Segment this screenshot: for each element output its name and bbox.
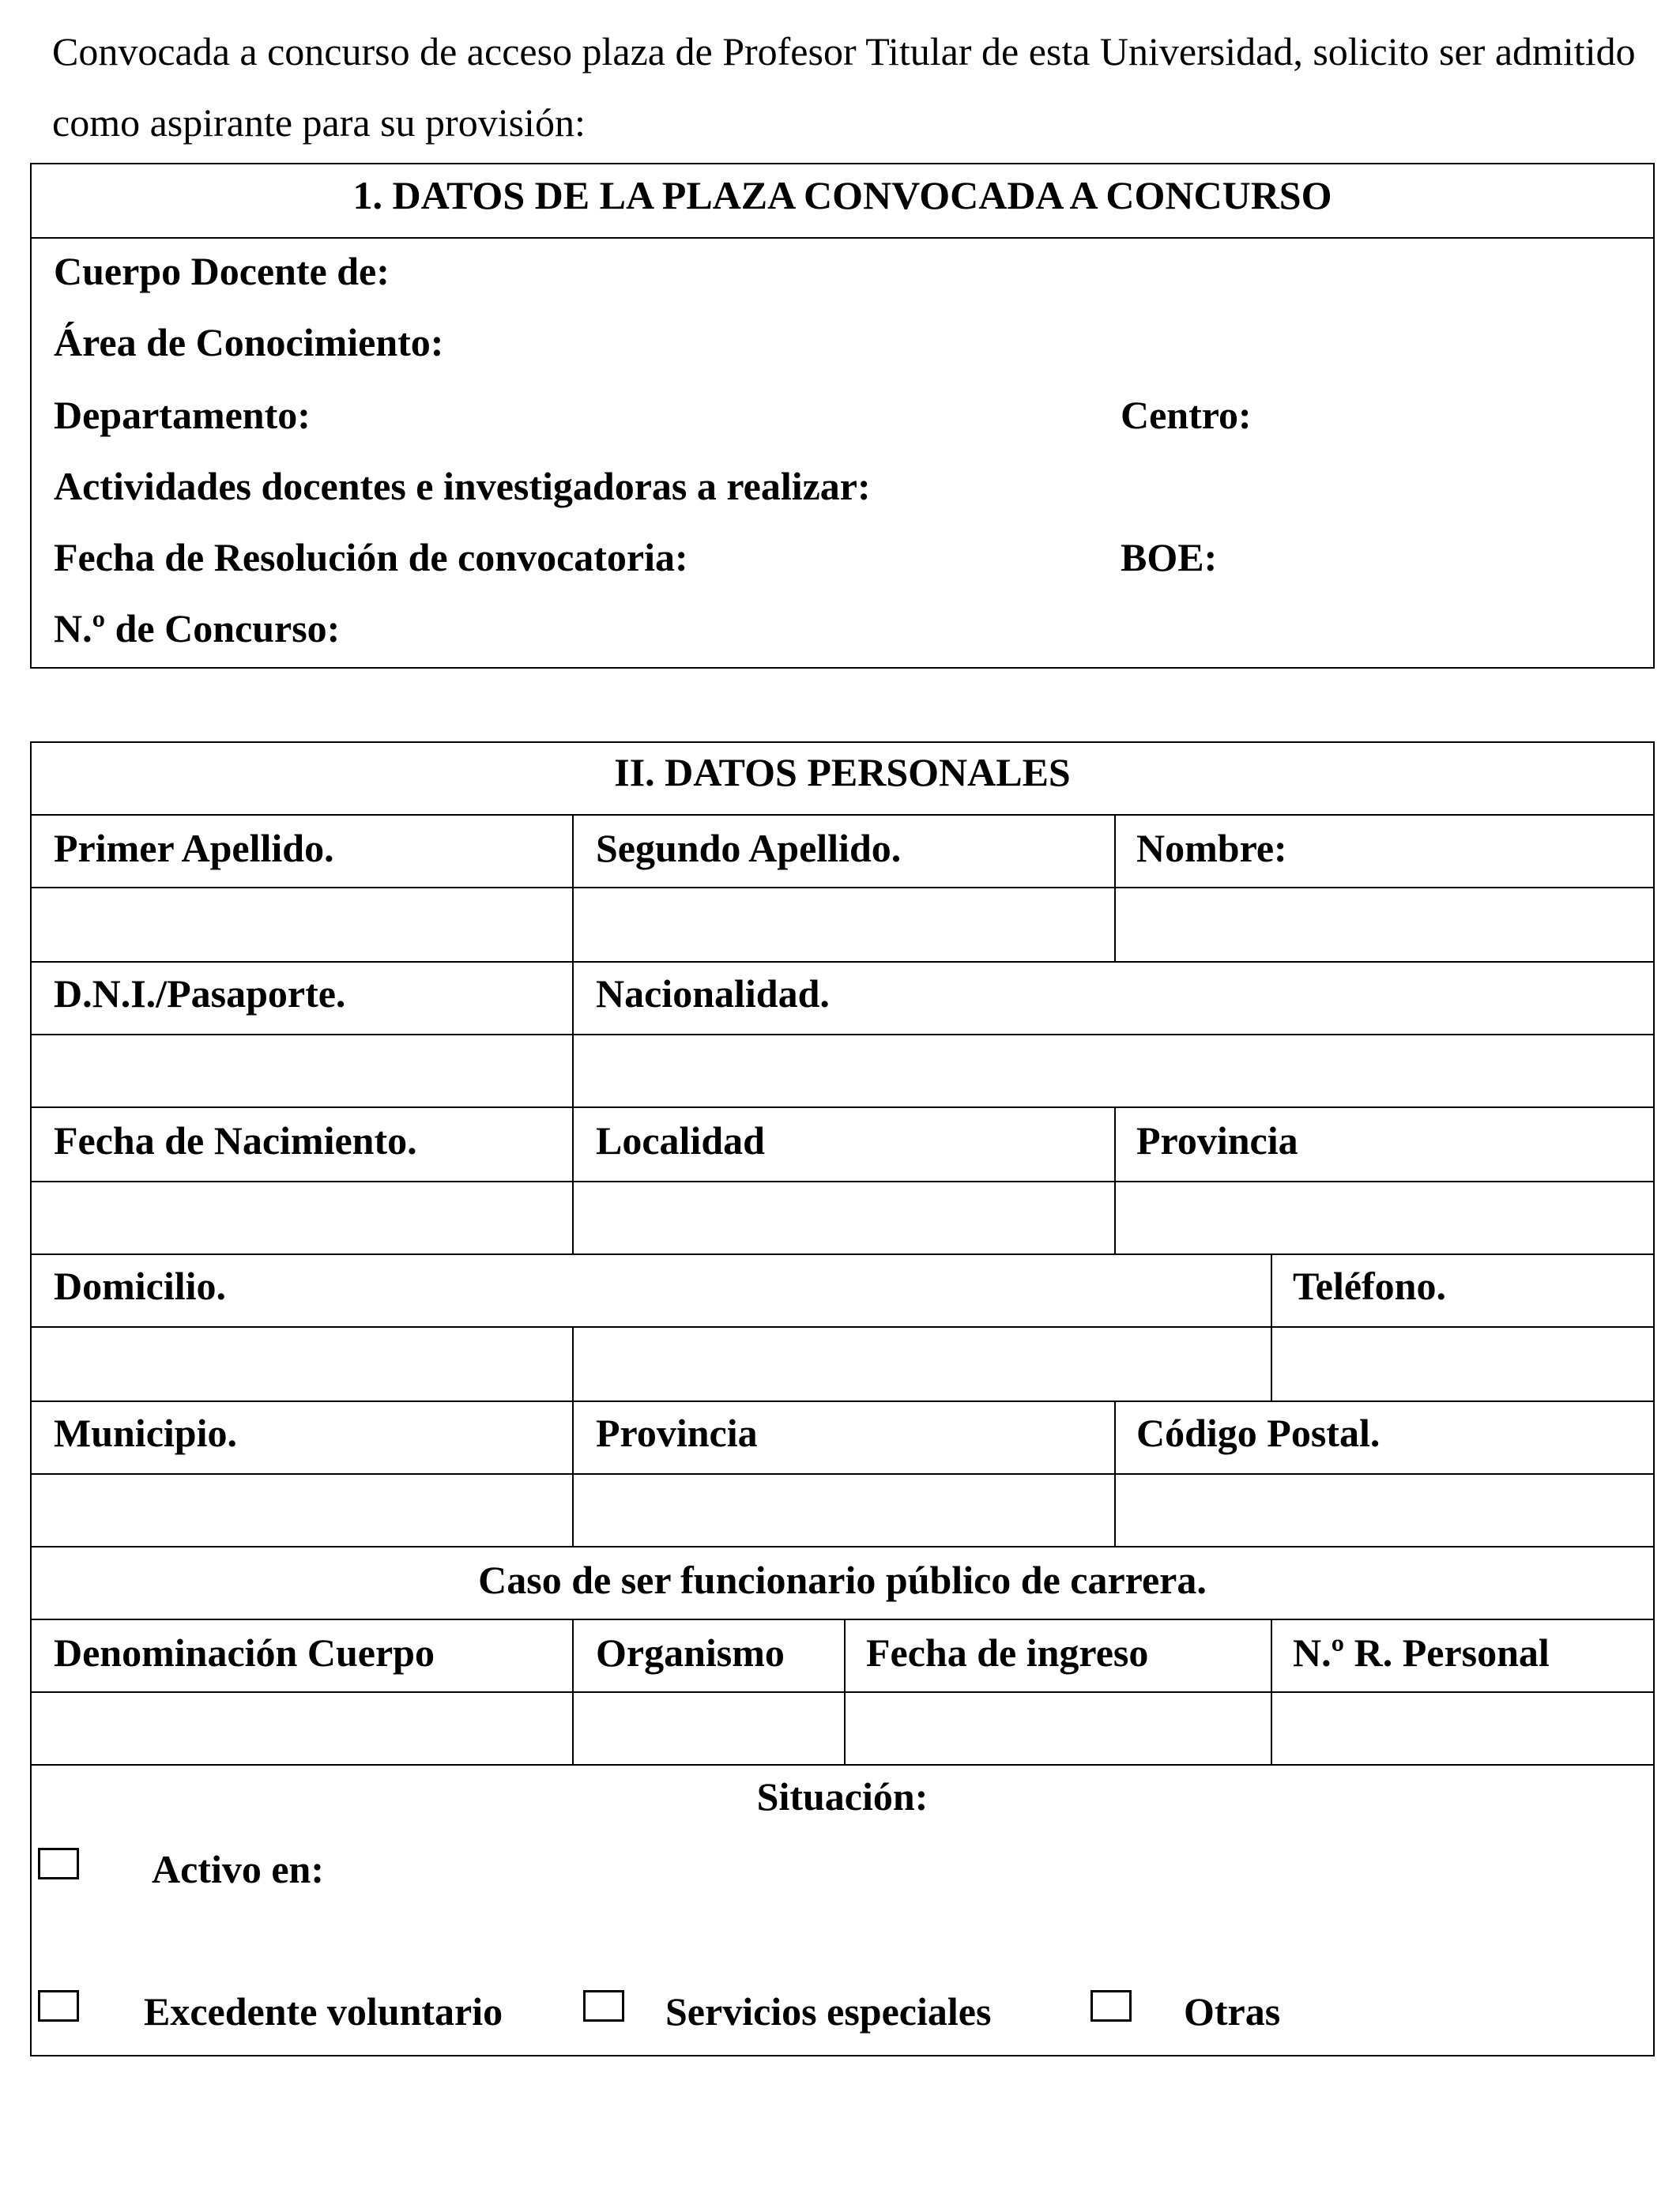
intro-text: Convocada a concurso de acceso plaza de Profesor Titular de esta Universidad, solicito ser admitido como aspirante para su provisión:: [52, 29, 1636, 145]
fecha-resolucion-label: Fecha de Resolución de convocatoria:: [54, 535, 688, 579]
activo-label: Activo en:: [152, 1847, 324, 1891]
nacionalidad-label: Nacionalidad.: [596, 971, 830, 1016]
activo-checkbox[interactable]: [38, 1848, 79, 1879]
excedente-label: Excedente voluntario: [144, 1989, 503, 2034]
situacion-title: Situación:: [756, 1774, 929, 1819]
excedente-checkbox[interactable]: [38, 1990, 79, 2022]
municipio-label: Municipio.: [54, 1411, 237, 1455]
numero-concurso-label: N.º de Concurso:: [54, 606, 341, 650]
servicios-especiales-label: Servicios especiales: [665, 1989, 992, 2034]
dni-label: D.N.I./Pasaporte.: [54, 971, 346, 1016]
denominacion-cuerpo-label: Denominación Cuerpo: [54, 1630, 435, 1675]
centro-label: Centro:: [1121, 393, 1252, 437]
segundo-apellido-label: Segundo Apellido.: [596, 826, 902, 870]
plaza-section-title: 1. DATOS DE LA PLAZA CONVOCADA A CONCURSO: [352, 173, 1332, 217]
nombre-label: Nombre:: [1136, 826, 1287, 870]
codigo-postal-label: Código Postal.: [1136, 1411, 1381, 1455]
actividades-label: Actividades docentes e investigadoras a realizar:: [54, 464, 871, 508]
funcionario-title: Caso de ser funcionario público de carrera.: [478, 1558, 1207, 1602]
localidad-label: Localidad: [596, 1118, 765, 1163]
nrp-label: N.º R. Personal: [1293, 1630, 1550, 1675]
datos-personales-title: II. DATOS PERSONALES: [614, 750, 1071, 794]
provincia-nacimiento-label: Provincia: [1136, 1118, 1298, 1163]
divider: [32, 237, 1653, 239]
primer-apellido-label: Primer Apellido.: [54, 826, 334, 870]
area-conocimiento-label: Área de Conocimiento:: [54, 320, 444, 364]
servicios-especiales-checkbox[interactable]: [583, 1990, 624, 2022]
fecha-nacimiento-label: Fecha de Nacimiento.: [54, 1118, 417, 1163]
otras-checkbox[interactable]: [1090, 1990, 1132, 2022]
otras-label: Otras: [1184, 1989, 1281, 2034]
plaza-section: [30, 163, 1655, 669]
domicilio-label: Domicilio.: [54, 1264, 227, 1308]
provincia-domicilio-label: Provincia: [596, 1411, 758, 1455]
departamento-label: Departamento:: [54, 393, 311, 437]
datos-personales-section: [30, 741, 1655, 2056]
telefono-label: Teléfono.: [1293, 1264, 1446, 1308]
boe-label: BOE:: [1121, 535, 1218, 579]
fecha-ingreso-label: Fecha de ingreso: [866, 1630, 1149, 1675]
cuerpo-docente-label: Cuerpo Docente de:: [54, 249, 390, 293]
organismo-label: Organismo: [596, 1630, 785, 1675]
